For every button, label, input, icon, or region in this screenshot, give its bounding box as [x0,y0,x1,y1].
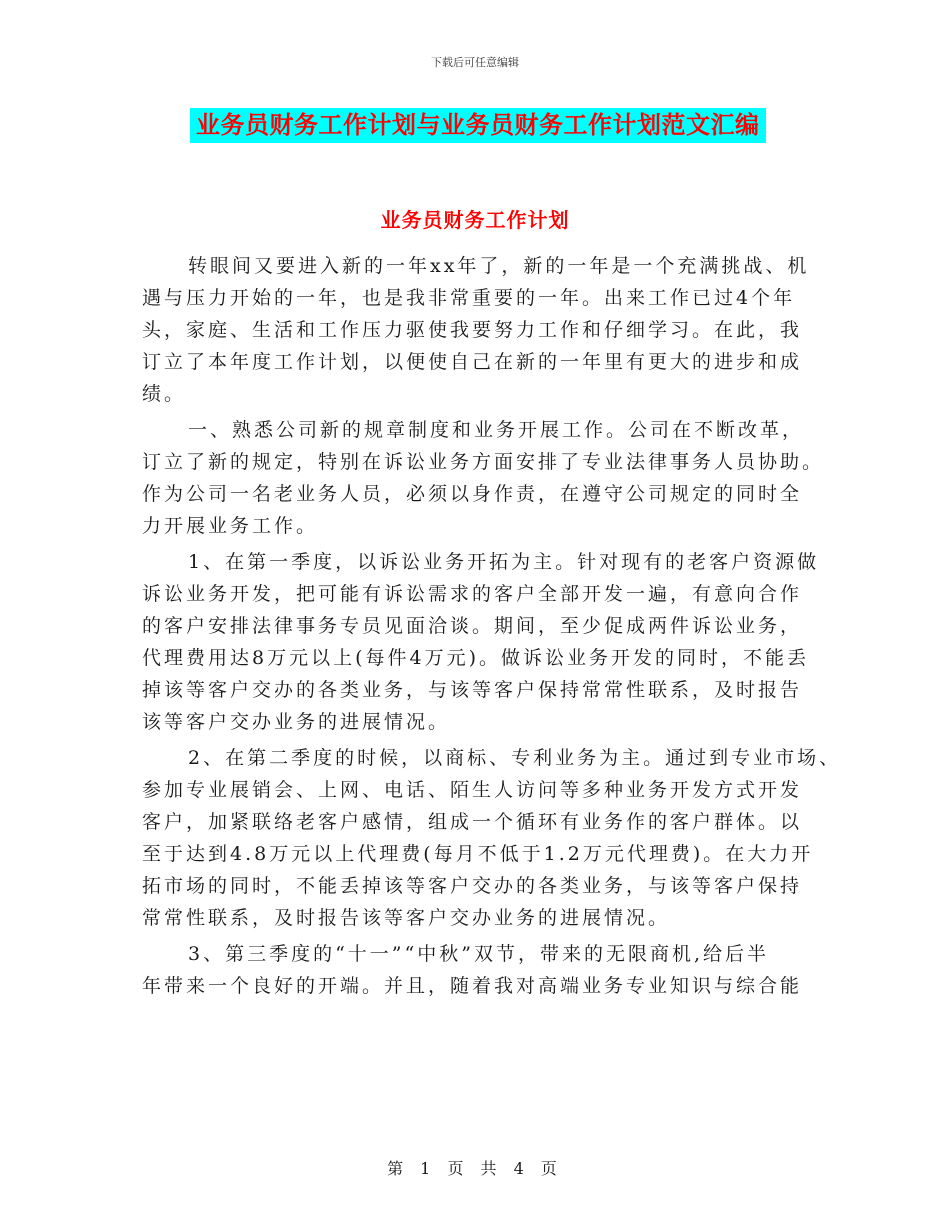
text-line: 参加专业展销会、上网、电话、陌生人访问等多种业务开发方式开发 [142,779,803,801]
text-line: 作为公司一名老业务人员，必须以身作责，在遵守公司规定的同时全 [142,483,803,505]
text-line: 一、熟悉公司新的规章制度和业务开展工作。公司在不断改革， [188,419,805,441]
main-title: 业务员财务工作计划与业务员财务工作计划范文汇编 [190,108,766,143]
text-line: 绩。 [142,383,187,405]
text-line: 年带来一个良好的开端。并且，随着我对高端业务专业知识与综合能 [142,975,803,997]
text-line: 常常性联系，及时报告该等客户交办业务的进展情况。 [142,907,671,929]
paragraph [142,938,822,1002]
text-line: 的客户安排法律事务专员见面洽谈。期间，至少促成两件诉讼业务， [142,615,803,637]
paragraph [142,250,822,410]
text-line: 诉讼业务开发，把可能有诉讼需求的客户全部开发一遍，有意向合作 [142,583,803,605]
main-title-wrap [190,108,766,145]
text-line: 1、在第一季度，以诉讼业务开拓为主。针对现有的老客户资源做 [188,551,820,573]
text-line: 拓市场的同时，不能丢掉该等客户交办的各类业务，与该等客户保持 [142,875,803,897]
text-line: 客户，加紧联络老客户感情，组成一个循环有业务作的客户群体。以 [142,811,803,833]
text-line: 3、第三季度的“十一”“中秋”双节，带来的无限商机,给后半 [188,943,769,965]
text-line: 订立了本年度工作计划，以便使自己在新的一年里有更大的进步和成 [142,351,803,373]
section-subtitle: 业务员财务工作计划 [380,208,570,232]
text-line: 2、在第二季度的时候，以商标、专利业务为主。通过到专业市场、 [188,747,842,769]
header-note: 下载后可任意编辑 [431,56,519,69]
text-line: 掉该等客户交办的各类业务，与该等客户保持常常性联系，及时报告 [142,679,803,701]
text-line: 至于达到4.8万元以上代理费(每月不低于1.2万元代理费)。在大力开 [142,843,814,865]
text-line: 力开展业务工作。 [142,515,319,537]
page-number: 第 1 页 共 4 页 [387,1159,563,1178]
paragraph [142,742,842,934]
paragraph [142,414,825,542]
text-line: 遇与压力开始的一年，也是我非常重要的一年。出来工作已过4个年 [142,287,796,309]
document-body [142,250,842,1002]
text-line: 订立了新的规定，特别在诉讼业务方面安排了专业法律事务人员协助。 [142,451,825,473]
text-line: 代理费用达8万元以上(每件4万元)。做诉讼业务开发的同时，不能丢 [142,647,810,669]
text-line: 转眼间又要进入新的一年xx年了，新的一年是一个充满挑战、机 [188,255,810,277]
paragraph [142,546,822,738]
text-line: 该等客户交办业务的进展情况。 [142,711,451,733]
text-line: 头，家庭、生活和工作压力驱使我要努力工作和仔细学习。在此，我 [142,319,803,341]
